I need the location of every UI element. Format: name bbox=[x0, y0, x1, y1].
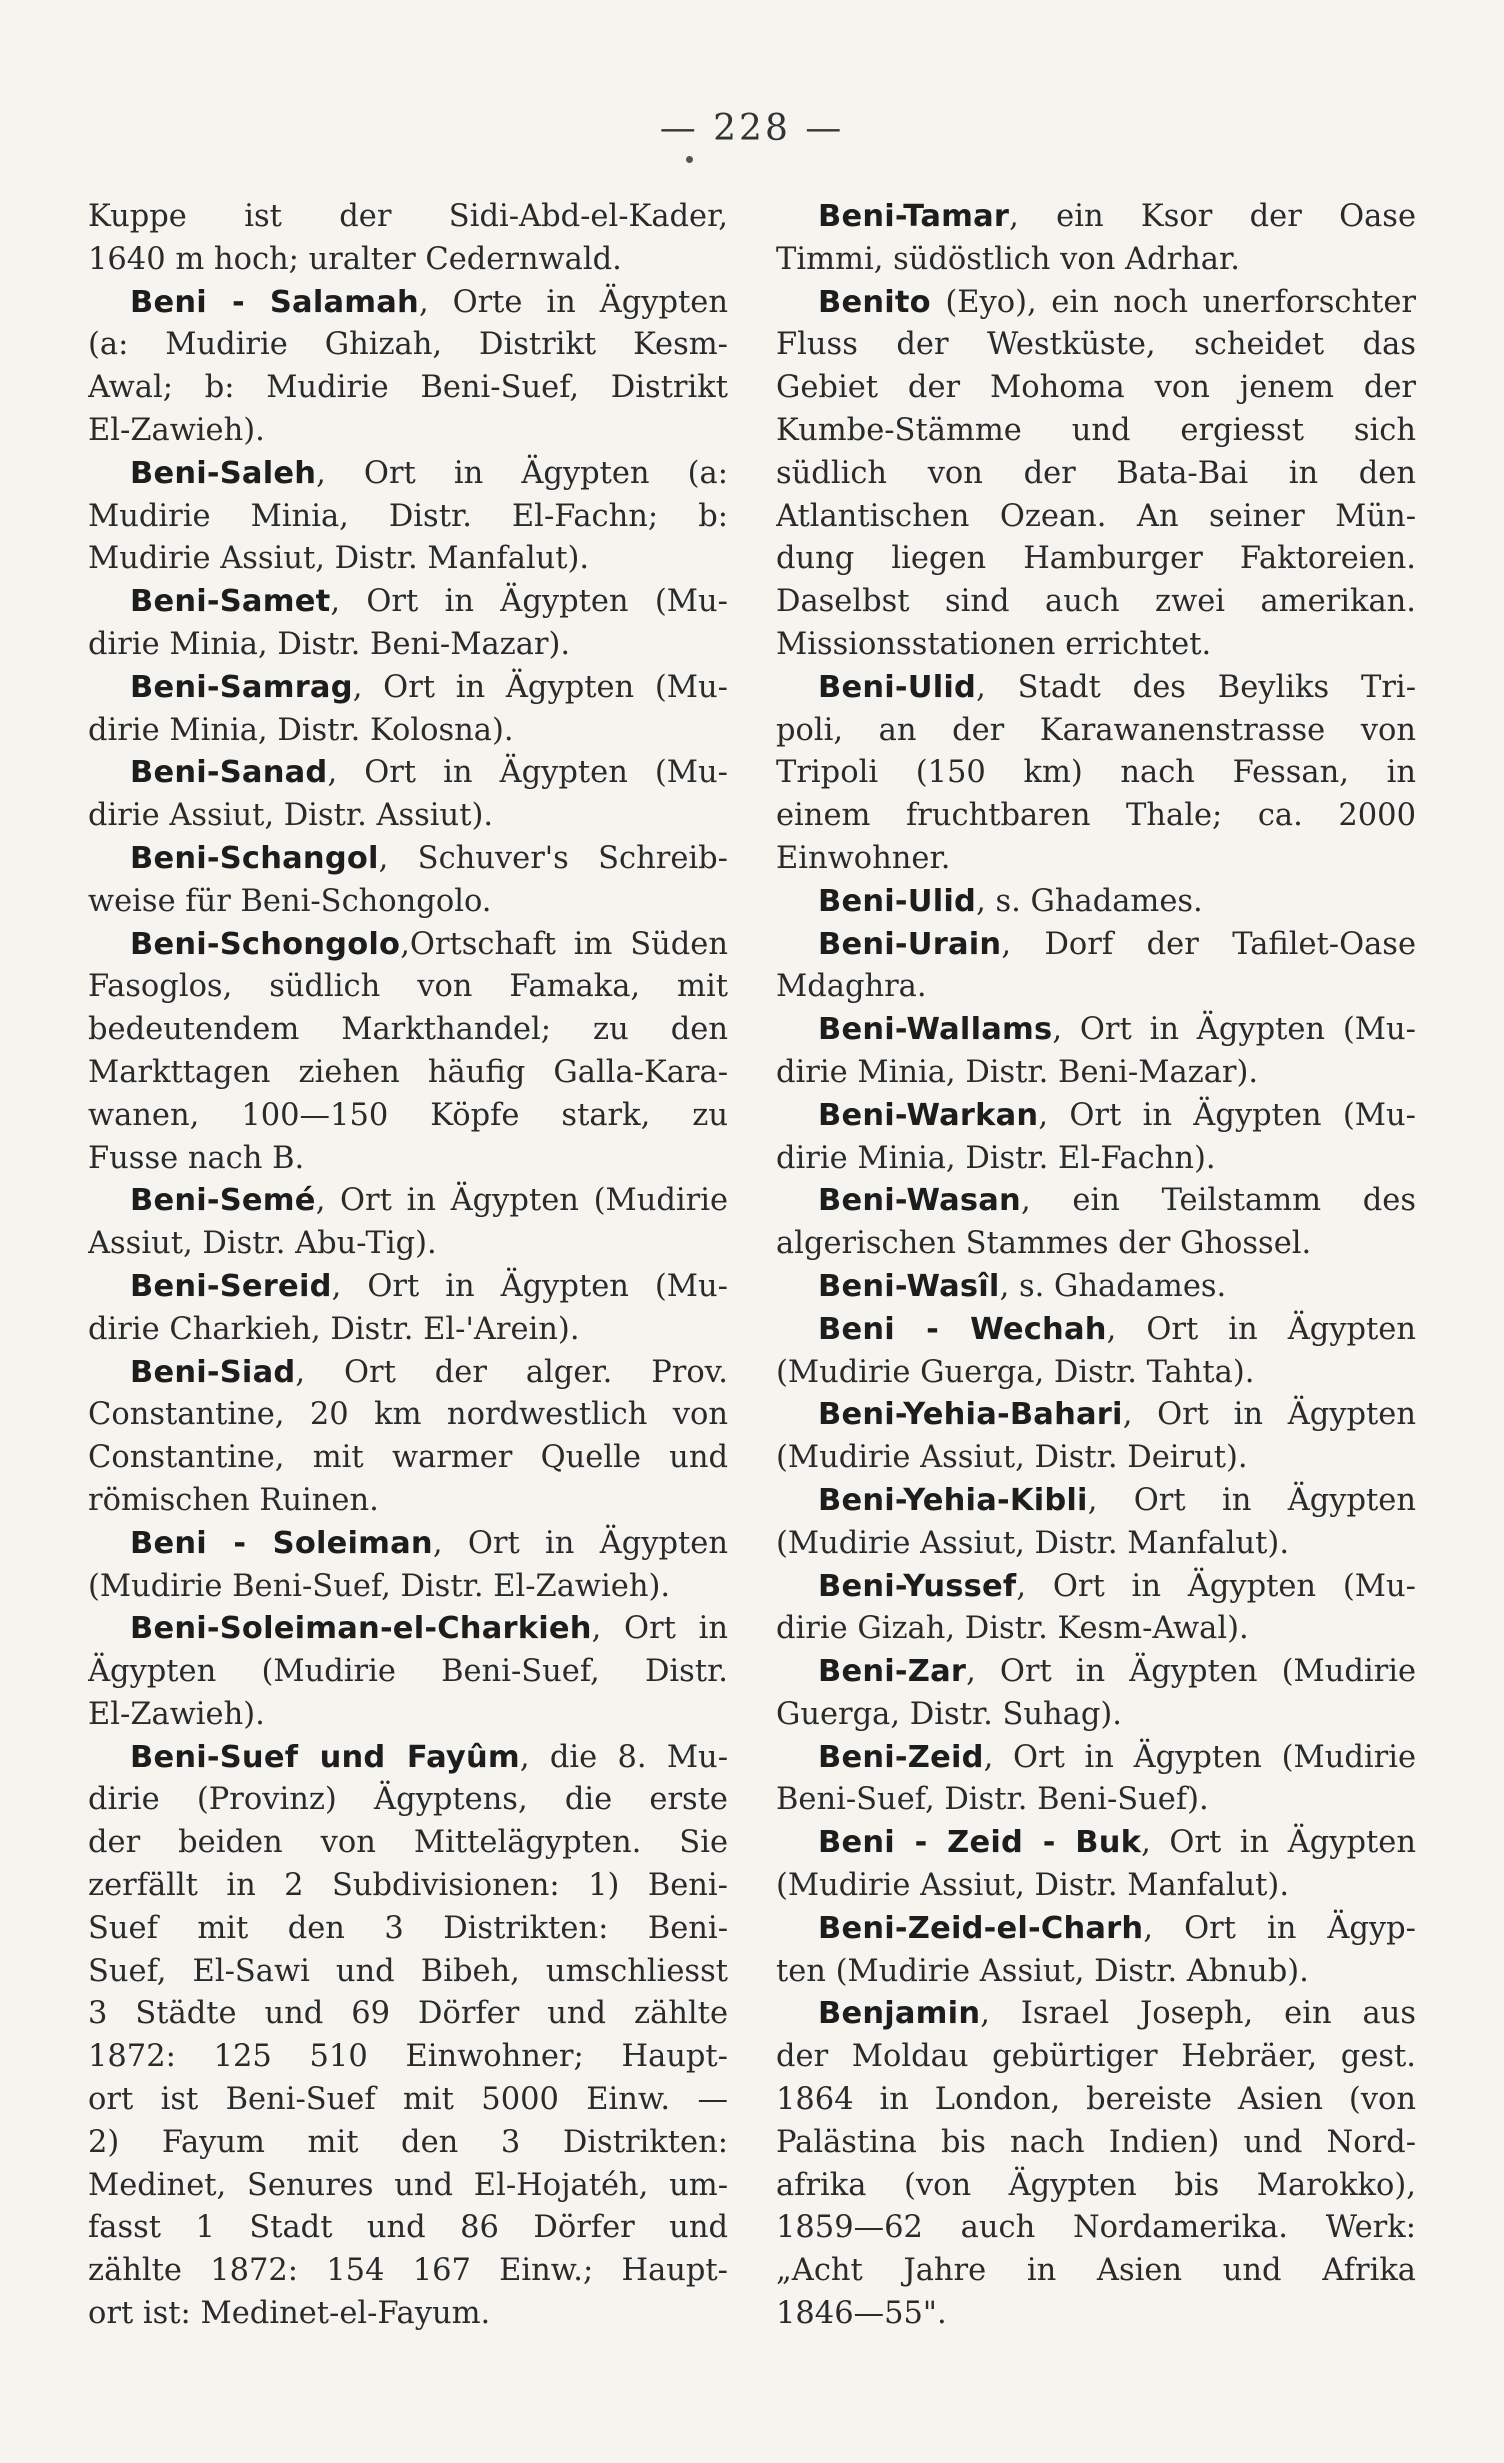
entry-text: , Ort in Ägypten (Mu- bbox=[331, 1268, 728, 1304]
entry-text: , ein Teilstamm des bbox=[1020, 1183, 1416, 1219]
entry-text: Missionsstationen errichtet. bbox=[776, 626, 1212, 662]
entry-text: , Ort in Ägypten bbox=[1106, 1311, 1416, 1347]
entry-first-line bbox=[776, 667, 1416, 710]
entry-text: Constantine, 20 km nordwestlich von bbox=[88, 1397, 728, 1433]
text-line bbox=[776, 1694, 1416, 1737]
text-line bbox=[776, 752, 1416, 795]
text-line bbox=[88, 1651, 728, 1694]
entry-first-line bbox=[776, 924, 1416, 967]
entry-text: El-Zawieh). bbox=[88, 1696, 265, 1732]
text-line bbox=[88, 2036, 728, 2079]
entry-text: Markttagen ziehen häufig Galla-Kara- bbox=[88, 1054, 728, 1090]
entry-text: südlich von der Bata-Bai in den bbox=[776, 455, 1416, 491]
text-line bbox=[88, 1309, 728, 1352]
text-line bbox=[776, 2036, 1416, 2079]
entry-text: 1872: 125 510 Einwohner; Haupt- bbox=[88, 2039, 728, 2075]
entry-text: , Ort in Ägypten bbox=[1087, 1482, 1416, 1518]
entry-text: , Ort in Ägypten (Mu- bbox=[1016, 1568, 1416, 1604]
text-line bbox=[88, 538, 728, 581]
entry-text: Mdaghra. bbox=[776, 969, 927, 1005]
entry-text: dirie (Provinz) Ägyptens, die erste bbox=[88, 1782, 728, 1818]
entry-text: ort ist Beni-Suef mit 5000 Einw. — bbox=[88, 2082, 728, 2118]
text-line bbox=[88, 1095, 728, 1138]
entry-text: (Mudirie Guerga, Distr. Tahta). bbox=[776, 1354, 1255, 1390]
text-line bbox=[776, 2165, 1416, 2208]
entry-headword: Beni-Warkan bbox=[818, 1097, 1039, 1133]
entry-first-line bbox=[88, 924, 728, 967]
text-line bbox=[88, 1009, 728, 1052]
text-line bbox=[88, 1993, 728, 2036]
right-column bbox=[776, 196, 1416, 2336]
entry-first-line bbox=[776, 1908, 1416, 1951]
entry-first-line bbox=[776, 1737, 1416, 1780]
entry-headword: Beni-Yehia-Kibli bbox=[818, 1482, 1088, 1518]
entry-text: poli, an der Karawanenstrasse von bbox=[776, 712, 1416, 748]
entry-text: fasst 1 Stadt und 86 Dörfer und bbox=[88, 2210, 728, 2246]
entry-text: , Ort in bbox=[591, 1611, 728, 1647]
entry-text: 1864 in London, bereiste Asien (von bbox=[776, 2082, 1416, 2118]
entry-text: , Dorf der Tafilet-Oase bbox=[1001, 926, 1416, 962]
entry-text: weise für Beni-Schongolo. bbox=[88, 883, 492, 919]
text-line bbox=[776, 710, 1416, 753]
entry-text: dirie Minia, Distr. Beni-Mazar). bbox=[776, 1054, 1259, 1090]
entry-text: dirie Gizah, Distr. Kesm-Awal). bbox=[776, 1611, 1249, 1647]
text-line bbox=[776, 838, 1416, 881]
entry-headword: Beni-Wallams bbox=[818, 1012, 1053, 1048]
entry-headword: Beni-Sanad bbox=[130, 755, 328, 791]
entry-text: 1846—55". bbox=[776, 2296, 947, 2332]
entry-text: (Mudirie Beni-Suef, Distr. El-Zawieh). bbox=[88, 1568, 671, 1604]
entry-text: , Ort in Ägypten bbox=[1122, 1397, 1416, 1433]
entry-headword: Beni-Samrag bbox=[130, 669, 353, 705]
entry-text: dirie Minia, Distr. El-Fachn). bbox=[776, 1140, 1216, 1176]
entry-headword: Beni-Wasan bbox=[818, 1183, 1021, 1219]
entry-headword: Beni-Wasîl bbox=[818, 1268, 1000, 1304]
text-line bbox=[776, 1523, 1416, 1566]
text-line bbox=[776, 1437, 1416, 1480]
entry-text: ,Ortschaft im Süden bbox=[400, 926, 728, 962]
entry-text: , Ort in Ägypten (Mudirie bbox=[966, 1654, 1416, 1690]
entry-text: wanen, 100—150 Köpfe stark, zu bbox=[88, 1097, 728, 1133]
text-line bbox=[88, 1052, 728, 1095]
entry-headword: Beni-Soleiman-el-Charkieh bbox=[130, 1611, 592, 1647]
entry-headword: Beni-Schongolo bbox=[130, 926, 401, 962]
entry-headword: Benito bbox=[818, 284, 931, 320]
text-line bbox=[776, 324, 1416, 367]
entry-first-line bbox=[88, 1523, 728, 1566]
entry-text: (Mudirie Assiut, Distr. Deirut). bbox=[776, 1440, 1248, 1476]
entry-text: dung liegen Hamburger Faktoreien. bbox=[776, 541, 1416, 577]
entry-text: , s. Ghadames. bbox=[999, 1268, 1227, 1304]
entry-text: einem fruchtbaren Thale; ca. 2000 bbox=[776, 798, 1416, 834]
entry-text: , Ort in Ägypten (Mu- bbox=[330, 584, 728, 620]
entry-first-line bbox=[776, 1993, 1416, 2036]
text-line bbox=[776, 1865, 1416, 1908]
entry-first-line bbox=[88, 667, 728, 710]
entry-text: , Ort in Ägypten (Mu- bbox=[1052, 1012, 1416, 1048]
entry-headword: Beni-Tamar bbox=[818, 199, 1010, 234]
entry-text: dirie Minia, Distr. Beni-Mazar). bbox=[88, 626, 571, 662]
entry-text: Beni-Suef, Distr. Beni-Suef). bbox=[776, 1782, 1209, 1818]
entry-text: 1859—62 auch Nordamerika. Werk: bbox=[776, 2210, 1416, 2246]
entry-text: Medinet, Senures und El-Hojatéh, um- bbox=[88, 2167, 728, 2203]
entry-first-line bbox=[776, 1480, 1416, 1523]
text-line bbox=[88, 367, 728, 410]
entry-headword: Beni-Zar bbox=[818, 1654, 967, 1690]
entry-text: zerfällt in 2 Subdivisionen: 1) Beni- bbox=[88, 1868, 728, 1904]
entry-headword: Beni-Schangol bbox=[130, 840, 379, 876]
entry-text: , Ort in Ägyp- bbox=[1143, 1910, 1416, 1946]
text-line bbox=[776, 624, 1416, 667]
text-line bbox=[776, 1779, 1416, 1822]
entry-first-line bbox=[88, 838, 728, 881]
page-number: — 228 — bbox=[659, 108, 845, 149]
entry-first-line bbox=[776, 1651, 1416, 1694]
text-line bbox=[88, 1822, 728, 1865]
text-line bbox=[776, 2293, 1416, 2336]
entry-text: , Ort in Ägypten bbox=[432, 1525, 728, 1561]
entry-text: ten (Mudirie Assiut, Distr. Abnub). bbox=[776, 1953, 1309, 1989]
entry-text: ort ist: Medinet-el-Fayum. bbox=[88, 2296, 491, 2332]
entry-text: , Ort in Ägypten (Mudirie bbox=[983, 1739, 1416, 1775]
entry-text: , Stadt des Beyliks Tri- bbox=[976, 669, 1416, 705]
text-line bbox=[88, 2079, 728, 2122]
text-line bbox=[776, 2250, 1416, 2293]
entry-text: Mudirie Assiut, Distr. Manfalut). bbox=[88, 541, 590, 577]
text-line bbox=[88, 2250, 728, 2293]
text-line bbox=[88, 1394, 728, 1437]
entry-first-line bbox=[776, 282, 1416, 325]
entry-first-line bbox=[776, 1566, 1416, 1609]
entry-text: Suef, El-Sawi und Bibeh, umschliesst bbox=[88, 1953, 728, 1989]
text-line bbox=[776, 410, 1416, 453]
entry-first-line bbox=[88, 453, 728, 496]
entry-first-line bbox=[776, 1266, 1416, 1309]
entry-text: Fusse nach B. bbox=[88, 1140, 305, 1176]
text-line bbox=[88, 966, 728, 1009]
text-line bbox=[776, 496, 1416, 539]
entry-first-line bbox=[776, 196, 1416, 239]
entry-headword: Beni-Urain bbox=[818, 926, 1002, 962]
text-line bbox=[88, 410, 728, 453]
entry-headword: Beni-Zeid-el-Charh bbox=[818, 1910, 1144, 1946]
entry-headword: Benjamin bbox=[818, 1996, 981, 2032]
text-line bbox=[776, 1352, 1416, 1395]
entry-text: Atlantischen Ozean. An seiner Mün- bbox=[776, 498, 1416, 534]
text-line bbox=[88, 1779, 728, 1822]
entry-first-line bbox=[88, 1352, 728, 1395]
text-line bbox=[776, 1138, 1416, 1181]
entry-text: algerischen Stammes der Ghossel. bbox=[776, 1226, 1312, 1262]
text-line bbox=[776, 1608, 1416, 1651]
entry-headword: Beni-Ulid bbox=[818, 669, 977, 705]
print-mark bbox=[686, 156, 693, 163]
text-line bbox=[88, 1865, 728, 1908]
entry-text: „Acht Jahre in Asien und Afrika bbox=[776, 2253, 1416, 2289]
entry-first-line bbox=[88, 282, 728, 325]
entry-text: zählte 1872: 154 167 Einw.; Haupt- bbox=[88, 2253, 728, 2289]
entry-headword: Beni - Salamah bbox=[130, 284, 419, 320]
entry-text: , Ort in Ägypten (Mudirie bbox=[315, 1183, 728, 1219]
entry-headword: Beni-Semé bbox=[130, 1183, 316, 1219]
text-line bbox=[776, 795, 1416, 838]
entry-first-line bbox=[88, 1266, 728, 1309]
entry-text: 3 Städte und 69 Dörfer und zählte bbox=[88, 1996, 728, 2032]
text-line bbox=[776, 453, 1416, 496]
entry-first-line bbox=[776, 1822, 1416, 1865]
entry-text: El-Zawieh). bbox=[88, 412, 265, 448]
entry-first-line bbox=[776, 1309, 1416, 1352]
entry-text: Daselbst sind auch zwei amerikan. bbox=[776, 584, 1416, 620]
entry-headword: Beni-Ulid bbox=[818, 883, 977, 919]
text-line bbox=[88, 196, 728, 239]
text-line bbox=[776, 2079, 1416, 2122]
entry-text: 2) Fayum mit den 3 Distrikten: bbox=[88, 2124, 728, 2160]
entry-text: Gebiet der Mohoma von jenem der bbox=[776, 370, 1416, 406]
entry-text: , Orte in Ägypten bbox=[418, 284, 728, 320]
entry-text: Einwohner. bbox=[776, 840, 951, 876]
entry-text: (Eyo), ein noch unerforschter bbox=[930, 284, 1416, 320]
entry-first-line bbox=[776, 1394, 1416, 1437]
text-line bbox=[776, 538, 1416, 581]
entry-text: , Ort in Ägypten bbox=[1141, 1825, 1416, 1861]
entry-text: Fluss der Westküste, scheidet das bbox=[776, 327, 1416, 363]
entry-text: , Ort der alger. Prov. bbox=[295, 1354, 728, 1390]
entry-text: (Mudirie Assiut, Distr. Manfalut). bbox=[776, 1525, 1290, 1561]
entry-text: Mudirie Minia, Distr. El-Fachn; b: bbox=[88, 498, 728, 534]
entry-text: Suef mit den 3 Distrikten: Beni- bbox=[88, 1910, 728, 1946]
entry-text: , Israel Joseph, ein aus bbox=[980, 1996, 1416, 2032]
entry-text: Assiut, Distr. Abu-Tig). bbox=[88, 1226, 437, 1262]
text-line bbox=[776, 966, 1416, 1009]
entry-headword: Beni-Zeid bbox=[818, 1739, 984, 1775]
text-line bbox=[88, 2165, 728, 2208]
left-column bbox=[88, 196, 728, 2336]
entry-headword: Beni-Saleh bbox=[130, 455, 317, 491]
entry-text: römischen Ruinen. bbox=[88, 1482, 379, 1518]
text-line bbox=[88, 2207, 728, 2250]
entry-text: , s. Ghadames. bbox=[976, 883, 1203, 919]
entry-headword: Beni - Soleiman bbox=[130, 1525, 433, 1561]
entry-text: (a: Mudirie Ghizah, Distrikt Kesm- bbox=[88, 327, 728, 363]
entry-first-line bbox=[776, 1180, 1416, 1223]
entry-text: , Ort in Ägypten (a: bbox=[316, 455, 728, 491]
text-line bbox=[776, 1052, 1416, 1095]
entry-first-line bbox=[88, 1737, 728, 1780]
entry-text: der beiden von Mittelägypten. Sie bbox=[88, 1825, 728, 1861]
entry-text: afrika (von Ägypten bis Marokko), bbox=[776, 2167, 1416, 2203]
entry-text: Palästina bis nach Indien) und Nord- bbox=[776, 2124, 1416, 2160]
entry-headword: Beni-Sereid bbox=[130, 1268, 332, 1304]
text-line bbox=[88, 1566, 728, 1609]
text-line bbox=[776, 581, 1416, 624]
entry-headword: Beni-Yehia-Bahari bbox=[818, 1397, 1123, 1433]
text-line bbox=[776, 1951, 1416, 1994]
entry-first-line bbox=[776, 1095, 1416, 1138]
entry-text: bedeutendem Markthandel; zu den bbox=[88, 1012, 728, 1048]
text-line bbox=[776, 239, 1416, 282]
entry-text: , Ort in Ägypten (Mu- bbox=[352, 669, 728, 705]
entry-headword: Beni-Yussef bbox=[818, 1568, 1017, 1604]
text-line bbox=[88, 795, 728, 838]
entry-text: Fasoglos, südlich von Famaka, mit bbox=[88, 969, 728, 1005]
entry-text: dirie Assiut, Distr. Assiut). bbox=[88, 798, 494, 834]
entry-headword: Beni - Zeid - Buk bbox=[818, 1825, 1142, 1861]
entry-text: Guerga, Distr. Suhag). bbox=[776, 1696, 1122, 1732]
entry-text: Tripoli (150 km) nach Fessan, in bbox=[776, 755, 1416, 791]
entry-text: Timmi, südöstlich von Adrhar. bbox=[776, 241, 1240, 277]
text-line bbox=[88, 1138, 728, 1181]
entry-first-line bbox=[776, 1009, 1416, 1052]
text-line bbox=[88, 1908, 728, 1951]
text-line bbox=[88, 710, 728, 753]
entry-text: Awal; b: Mudirie Beni-Suef, Distrikt bbox=[88, 370, 728, 406]
text-line bbox=[776, 2122, 1416, 2165]
text-line bbox=[88, 239, 728, 282]
entry-headword: Beni-Siad bbox=[130, 1354, 296, 1390]
text-line bbox=[776, 367, 1416, 410]
text-line bbox=[88, 1951, 728, 1994]
text-line bbox=[88, 1694, 728, 1737]
text-line bbox=[88, 624, 728, 667]
entry-headword: Beni - Wechah bbox=[818, 1311, 1107, 1347]
entry-first-line bbox=[88, 1180, 728, 1223]
text-line bbox=[88, 1223, 728, 1266]
entry-text: Constantine, mit warmer Quelle und bbox=[88, 1440, 728, 1476]
text-line bbox=[88, 2122, 728, 2165]
entry-text: , die 8. Mu- bbox=[519, 1739, 728, 1775]
text-line bbox=[88, 324, 728, 367]
entry-text: Kuppe ist der Sidi-Abd-el-Kader, bbox=[88, 199, 728, 234]
entry-first-line bbox=[88, 752, 728, 795]
entry-first-line bbox=[88, 581, 728, 624]
text-line bbox=[776, 2207, 1416, 2250]
entry-text: , Schuver's Schreib- bbox=[378, 840, 728, 876]
text-line bbox=[88, 2293, 728, 2336]
entry-text: dirie Charkieh, Distr. El-'Arein). bbox=[88, 1311, 580, 1347]
text-line bbox=[88, 1437, 728, 1480]
text-line bbox=[88, 881, 728, 924]
entry-text: , ein Ksor der Oase bbox=[1009, 199, 1416, 234]
text-line bbox=[88, 496, 728, 539]
text-line bbox=[776, 1223, 1416, 1266]
entry-text: , Ort in Ägypten (Mu- bbox=[327, 755, 728, 791]
entry-text: Ägypten (Mudirie Beni-Suef, Distr. bbox=[88, 1654, 728, 1690]
text-line bbox=[88, 1480, 728, 1523]
entry-text: 1640 m hoch; uralter Cedernwald. bbox=[88, 241, 622, 277]
entry-headword: Beni-Suef und Fayûm bbox=[130, 1739, 520, 1775]
entry-text: Kumbe-Stämme und ergiesst sich bbox=[776, 412, 1416, 448]
entry-first-line bbox=[776, 881, 1416, 924]
entry-text: dirie Minia, Distr. Kolosna). bbox=[88, 712, 514, 748]
entry-text: (Mudirie Assiut, Distr. Manfalut). bbox=[776, 1868, 1290, 1904]
entry-first-line bbox=[88, 1608, 728, 1651]
entry-text: der Moldau gebürtiger Hebräer, gest. bbox=[776, 2039, 1416, 2075]
entry-text: , Ort in Ägypten (Mu- bbox=[1038, 1097, 1416, 1133]
entry-headword: Beni-Samet bbox=[130, 584, 331, 620]
